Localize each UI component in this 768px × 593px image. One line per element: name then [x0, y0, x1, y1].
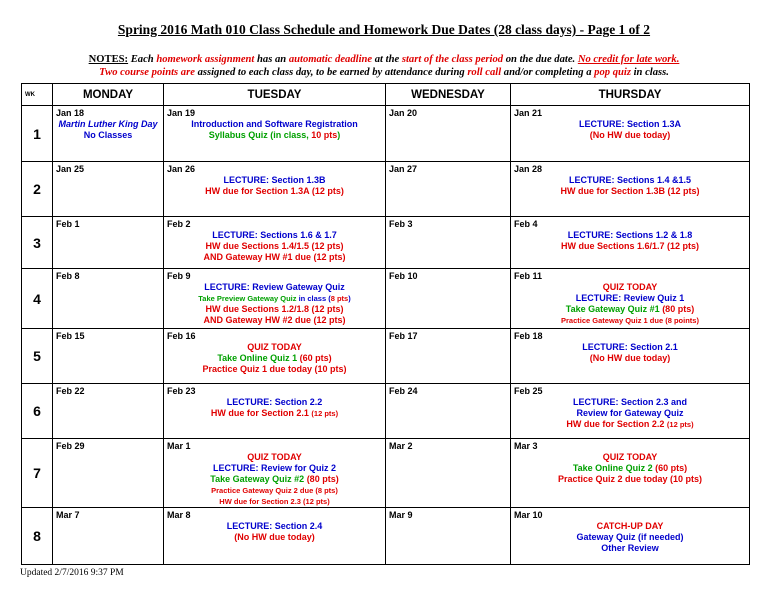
monday-cell	[53, 106, 164, 162]
cell-line	[167, 130, 382, 141]
monday-cell	[53, 162, 164, 217]
date: Feb 11	[514, 271, 543, 281]
week-number: 2	[22, 162, 53, 217]
wednesday-cell	[386, 269, 511, 329]
page-title: Spring 2016 Math 010 Class Schedule and Homework Due Dates (28 class days) - Page 1 of 2	[117, 22, 651, 37]
thursday-cell	[511, 329, 750, 384]
wednesday-cell	[386, 439, 511, 508]
date: Feb 25	[514, 386, 543, 396]
cell-text: Take Gateway Quiz #1	[565, 304, 663, 314]
date: Mar 3	[514, 441, 538, 451]
tuesday-cell	[164, 329, 386, 384]
thursday-cell	[511, 106, 750, 162]
notes-text: has an	[254, 54, 289, 65]
notes	[20, 53, 748, 79]
wednesday-cell	[386, 508, 511, 565]
cell-line	[514, 304, 746, 315]
wednesday-cell	[386, 162, 511, 217]
cell-line: No Classes	[83, 130, 133, 140]
week-row	[22, 106, 750, 162]
cell-line: LECTURE: Sections 1.4 &1.5	[568, 175, 692, 185]
header-monday: MONDAY	[53, 84, 164, 106]
date: Jan 25	[56, 164, 85, 174]
cell-line	[514, 419, 746, 430]
week-row	[22, 384, 750, 439]
cell-line: QUIZ TODAY	[602, 452, 658, 462]
wednesday-cell	[386, 384, 511, 439]
date: Mar 8	[167, 510, 191, 520]
schedule-table	[21, 83, 750, 565]
cell-line: QUIZ TODAY	[247, 342, 302, 352]
notes-roll-call: roll call	[467, 67, 502, 78]
cell-text: Take Online Quiz 1	[217, 353, 300, 363]
date: Jan 21	[514, 108, 543, 118]
notes-no-credit: No credit for late work.	[577, 54, 680, 65]
cell-points: 8 pts	[330, 294, 349, 303]
cell-line: LECTURE: Sections 1.2 & 1.8	[567, 230, 693, 240]
cell-line: HW due for Section 2.3 (12 pts)	[219, 497, 330, 506]
monday-cell	[53, 384, 164, 439]
notes-text: at the	[372, 54, 402, 65]
date: Mar 2	[389, 441, 413, 451]
week-number: 4	[22, 269, 53, 329]
cell-line: HW due Sections 1.4/1.5 (12 pts)	[205, 241, 344, 251]
cell-text: in class (	[296, 294, 331, 303]
week-number: 8	[22, 508, 53, 565]
notes-text: and/or completing a	[501, 67, 595, 78]
cell-text: Syllabus Quiz (in class,	[208, 130, 312, 140]
header-row	[22, 84, 750, 106]
week-row	[22, 217, 750, 269]
cell-line: (No HW due today)	[234, 532, 315, 542]
week-row	[22, 329, 750, 384]
cell-line: AND Gateway HW #2 due (12 pts)	[203, 315, 346, 325]
notes-auto-deadline: automatic deadline	[288, 54, 373, 65]
week-number: 1	[22, 106, 53, 162]
cell-line: Practice Gateway Quiz 2 due (8 pts)	[211, 486, 338, 495]
cell-points: (12 pts)	[666, 420, 694, 429]
cell-line: Other Review	[601, 543, 659, 553]
cell-line: LECTURE: Section 2.4	[226, 521, 323, 531]
cell-line: Practice Quiz 2 due today (10 pts)	[557, 474, 703, 484]
cell-line: LECTURE: Sections 1.6 & 1.7	[212, 230, 337, 240]
tuesday-cell	[164, 508, 386, 565]
date: Mar 1	[167, 441, 191, 451]
cell-points: (80 pts)	[306, 474, 339, 484]
cell-line: LECTURE: Review Quiz 1	[575, 293, 685, 303]
week-row	[22, 269, 750, 329]
date: Jan 27	[389, 164, 418, 174]
date: Feb 29	[56, 441, 85, 451]
week-number: 6	[22, 384, 53, 439]
cell-line: Martin Luther King Day	[58, 119, 158, 129]
cell-line: HW due for Section 1.3A (12 pts)	[205, 186, 344, 196]
date: Jan 19	[167, 108, 196, 118]
week-number: 3	[22, 217, 53, 269]
header-wednesday: WEDNESDAY	[386, 84, 511, 106]
cell-line: Practice Gateway Quiz 1 due (8 points)	[561, 316, 699, 325]
cell-line: LECTURE: Section 2.2	[226, 397, 323, 407]
date: Feb 3	[389, 219, 413, 229]
date: Mar 9	[389, 510, 413, 520]
header-wk: WK	[22, 84, 53, 106]
thursday-cell	[511, 217, 750, 269]
date: Feb 9	[167, 271, 191, 281]
thursday-cell	[511, 162, 750, 217]
cell-points: (60 pts)	[655, 463, 688, 473]
monday-cell	[53, 217, 164, 269]
date: Feb 24	[389, 386, 418, 396]
cell-line: AND Gateway HW #1 due (12 pts)	[203, 252, 346, 262]
date: Feb 4	[514, 219, 538, 229]
monday-cell	[53, 439, 164, 508]
week-row	[22, 439, 750, 508]
notes-two-points: Two course points are	[99, 67, 195, 78]
week-number: 7	[22, 439, 53, 508]
cell-points: (80 pts)	[662, 304, 695, 314]
notes-text: assigned to each class day, to be earned by attendance during	[194, 67, 468, 78]
cell-points: (12 pts)	[311, 409, 339, 418]
cell-text: )	[337, 130, 341, 140]
cell-text: HW due for Section 2.1	[210, 408, 312, 418]
date: Jan 20	[389, 108, 418, 118]
week-row	[22, 162, 750, 217]
cell-line: QUIZ TODAY	[602, 282, 658, 292]
cell-line: LECTURE: Review Gateway Quiz	[204, 282, 345, 292]
notes-text: in class.	[630, 67, 669, 78]
week-number: 5	[22, 329, 53, 384]
wednesday-cell	[386, 329, 511, 384]
cell-line: (No HW due today)	[589, 130, 671, 140]
monday-cell	[53, 329, 164, 384]
date: Jan 26	[167, 164, 196, 174]
tuesday-cell	[164, 439, 386, 508]
cell-line: Gateway Quiz (if needed)	[576, 532, 684, 542]
date: Jan 28	[514, 164, 543, 174]
cell-line: Introduction and Software Registration	[191, 119, 358, 129]
tuesday-cell	[164, 106, 386, 162]
cell-line: LECTURE: Section 2.1	[582, 342, 678, 352]
week-row	[22, 508, 750, 565]
thursday-cell	[511, 439, 750, 508]
date: Feb 18	[514, 331, 543, 341]
cell-text: Take Gateway Quiz #2	[210, 474, 307, 484]
notes-hw-assign: homework assignment	[156, 54, 255, 65]
cell-line	[167, 353, 382, 364]
notes-pop-quiz: pop quiz	[594, 67, 631, 78]
notes-label: NOTES:	[88, 54, 129, 65]
cell-line: HW due for Section 1.3B (12 pts)	[560, 186, 700, 196]
date: Feb 16	[167, 331, 196, 341]
header-tuesday: TUESDAY	[164, 84, 386, 106]
tuesday-cell	[164, 269, 386, 329]
cell-line: LECTURE: Section 1.3A	[578, 119, 681, 129]
tuesday-cell	[164, 162, 386, 217]
cell-line: HW due Sections 1.2/1.8 (12 pts)	[205, 304, 344, 314]
date: Feb 15	[56, 331, 85, 341]
date: Feb 1	[56, 219, 80, 229]
thursday-cell	[511, 269, 750, 329]
cell-points: 10 pts	[311, 130, 338, 140]
cell-text: )	[348, 294, 351, 303]
monday-cell	[53, 508, 164, 565]
cell-line	[514, 463, 746, 474]
cell-points: (60 pts)	[299, 353, 332, 363]
cell-line	[167, 474, 382, 485]
cell-text: Take Preview Gateway Quiz	[198, 294, 297, 303]
wednesday-cell	[386, 217, 511, 269]
cell-line: LECTURE: Review for Quiz 2	[212, 463, 337, 473]
notes-text: Each	[128, 54, 157, 65]
date: Feb 2	[167, 219, 191, 229]
tuesday-cell	[164, 384, 386, 439]
date: Mar 7	[56, 510, 80, 520]
thursday-cell	[511, 384, 750, 439]
cell-line: (No HW due today)	[589, 353, 671, 363]
monday-cell	[53, 269, 164, 329]
date: Feb 22	[56, 386, 85, 396]
cell-line: QUIZ TODAY	[247, 452, 302, 462]
thursday-cell	[511, 508, 750, 565]
notes-start: start of the class period	[401, 54, 504, 65]
date: Jan 18	[56, 108, 85, 118]
cell-line: LECTURE: Section 1.3B	[223, 175, 326, 185]
cell-text: Take Online Quiz 2	[572, 463, 656, 473]
date: Mar 10	[514, 510, 543, 520]
cell-line	[167, 408, 382, 419]
date: Feb 8	[56, 271, 80, 281]
cell-line: CATCH-UP DAY	[596, 521, 664, 531]
wednesday-cell	[386, 106, 511, 162]
cell-line	[167, 293, 382, 304]
footer-updated: Updated 2/7/2016 9:37 PM	[20, 568, 124, 578]
cell-line: Review for Gateway Quiz	[576, 408, 684, 418]
date: Feb 17	[389, 331, 418, 341]
notes-text: on the due date.	[503, 54, 578, 65]
cell-line: LECTURE: Section 2.3 and	[572, 397, 688, 407]
cell-line: HW due Sections 1.6/1.7 (12 pts)	[560, 241, 700, 251]
tuesday-cell	[164, 217, 386, 269]
date: Feb 10	[389, 271, 418, 281]
cell-line: Practice Quiz 1 due today (10 pts)	[202, 364, 347, 374]
date: Feb 23	[167, 386, 196, 396]
header-thursday: THURSDAY	[511, 84, 750, 106]
cell-text: HW due for Section 2.2	[566, 419, 667, 429]
